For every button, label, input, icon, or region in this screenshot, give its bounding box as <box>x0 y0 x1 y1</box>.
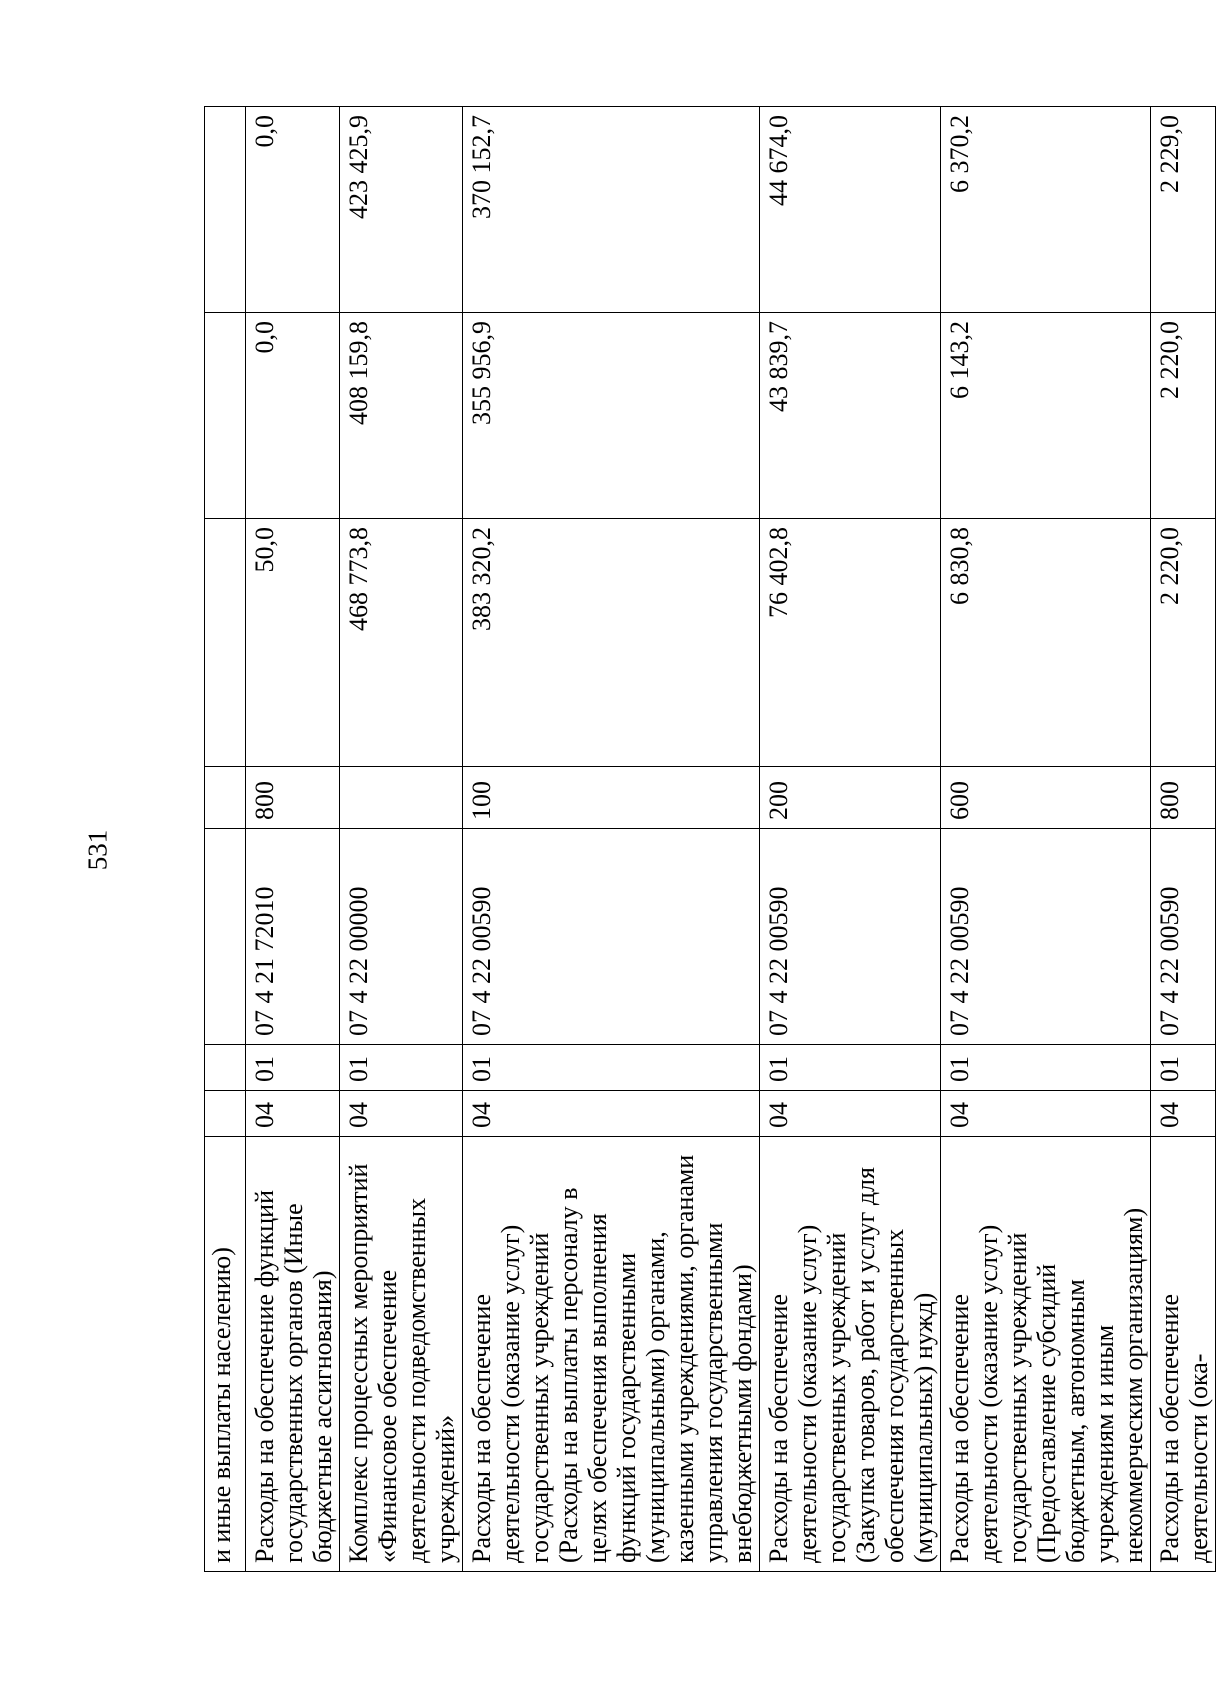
amount-1-cell: 383 320,2 <box>463 519 760 767</box>
amount-3-cell: 0,0 <box>246 107 340 313</box>
pr-cell: 01 <box>1151 1045 1216 1091</box>
rz-cell: 04 <box>246 1091 340 1137</box>
name-cell: Расходы на обеспечение функций государственных органов (Иные бюджетные ассигнования) <box>246 1137 340 1572</box>
table-row <box>205 107 246 1572</box>
vr-cell: 600 <box>941 767 1151 829</box>
table-row <box>246 107 340 1572</box>
budget-table <box>204 106 1216 1572</box>
amount-2-cell: 355 956,9 <box>463 313 760 519</box>
amount-2-cell: 43 839,7 <box>760 313 941 519</box>
name-cell: Расходы на обеспечение деятельности (ока- <box>1151 1137 1216 1572</box>
amount-2-cell <box>205 313 246 519</box>
amount-1-cell: 468 773,8 <box>340 519 463 767</box>
amount-3-cell <box>205 107 246 313</box>
table-row <box>340 107 463 1572</box>
pr-cell: 01 <box>941 1045 1151 1091</box>
pr-cell: 01 <box>246 1045 340 1091</box>
amount-1-cell: 6 830,8 <box>941 519 1151 767</box>
table-row <box>941 107 1151 1572</box>
amount-1-cell: 50,0 <box>246 519 340 767</box>
amount-1-cell: 2 220,0 <box>1151 519 1216 767</box>
vr-cell <box>340 767 463 829</box>
csr-cell <box>205 829 246 1045</box>
amount-2-cell: 408 159,8 <box>340 313 463 519</box>
amount-2-cell: 6 143,2 <box>941 313 1151 519</box>
rz-cell <box>205 1091 246 1137</box>
name-cell: и иные выплаты населению) <box>205 1137 246 1572</box>
vr-cell: 800 <box>1151 767 1216 829</box>
amount-2-cell: 0,0 <box>246 313 340 519</box>
amount-3-cell: 44 674,0 <box>760 107 941 313</box>
rz-cell: 04 <box>760 1091 941 1137</box>
name-cell: Расходы на обеспечение деятельности (оказание услуг) государственных учреждений (Закупка товаров, работ и услуг для обеспечения государственных (муниципальных) нужд) <box>760 1137 941 1572</box>
pr-cell: 01 <box>463 1045 760 1091</box>
amount-2-cell: 2 220,0 <box>1151 313 1216 519</box>
name-cell: Расходы на обеспечение деятельности (оказание услуг) государственных учреждений (Предоставление субсидий бюджетным, автономным учреждениям и иным некоммерческим организациям) <box>941 1137 1151 1572</box>
csr-cell: 07 4 22 00590 <box>941 829 1151 1045</box>
amount-3-cell: 370 152,7 <box>463 107 760 313</box>
vr-cell: 200 <box>760 767 941 829</box>
vr-cell: 100 <box>463 767 760 829</box>
amount-3-cell: 2 229,0 <box>1151 107 1216 313</box>
rz-cell: 04 <box>463 1091 760 1137</box>
vr-cell: 800 <box>246 767 340 829</box>
page-number <box>78 820 118 880</box>
csr-cell: 07 4 22 00590 <box>760 829 941 1045</box>
table-row <box>463 107 760 1572</box>
rotated-page-content <box>204 107 1213 1572</box>
amount-3-cell: 423 425,9 <box>340 107 463 313</box>
pr-cell <box>205 1045 246 1091</box>
amount-1-cell <box>205 519 246 767</box>
csr-cell: 07 4 21 72010 <box>246 829 340 1045</box>
pr-cell: 01 <box>340 1045 463 1091</box>
csr-cell: 07 4 22 00590 <box>463 829 760 1045</box>
name-cell: Комплекс процессных мероприятий «Финансовое обеспечение деятельности подведомственных учреждений» <box>340 1137 463 1572</box>
rz-cell: 04 <box>1151 1091 1216 1137</box>
vr-cell <box>205 767 246 829</box>
rz-cell: 04 <box>941 1091 1151 1137</box>
name-cell: Расходы на обеспечение деятельности (оказание услуг) государственных учреждений (Расходы на выплаты персоналу в целях обеспечения выполнения функций государственными (муниципальными) органами, казенными учреждениями, органами управления государственными внебюджетными фондами) <box>463 1137 760 1572</box>
table-row <box>1151 107 1216 1572</box>
csr-cell: 07 4 22 00590 <box>1151 829 1216 1045</box>
table-body <box>205 107 1216 1572</box>
rz-cell: 04 <box>340 1091 463 1137</box>
page-number-text: 531 <box>82 829 113 871</box>
csr-cell: 07 4 22 00000 <box>340 829 463 1045</box>
pr-cell: 01 <box>760 1045 941 1091</box>
amount-1-cell: 76 402,8 <box>760 519 941 767</box>
table-row <box>760 107 941 1572</box>
amount-3-cell: 6 370,2 <box>941 107 1151 313</box>
